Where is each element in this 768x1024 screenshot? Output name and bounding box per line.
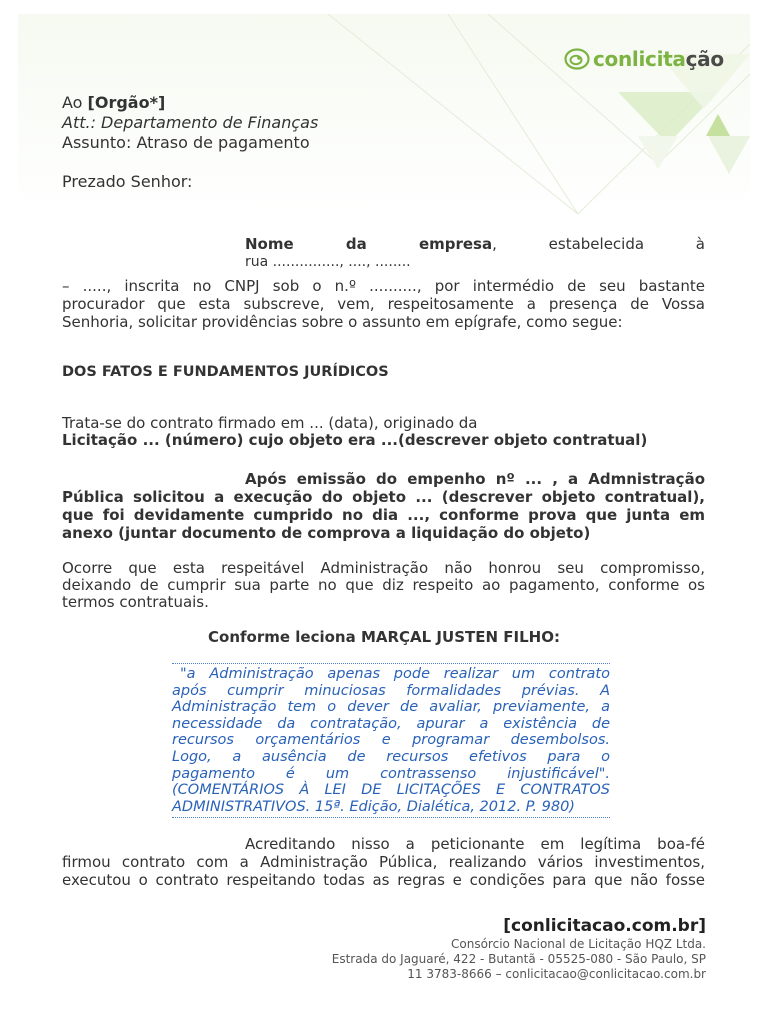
acreditando-line: Acreditando nisso a peticionante em legítima boa-fé [245,835,705,853]
recipient-line: Ao [Orgão*] [62,93,166,112]
conforme-heading: Conforme leciona MARÇAL JUSTEN FILHO: [208,628,560,646]
intro-paragraph-line: – ....., inscrita no CNPJ sob o n.º .........., por intermédio de seu bastante [62,277,705,295]
quote-box [172,663,610,818]
footer-company: Consórcio Nacional de Licitação HQZ Ltda. [451,937,706,951]
empenho-line: Após emissão do empenho nº ... , a Admnistração [245,470,705,488]
quote-text [172,666,610,815]
quote-line: "a Administração apenas pode realizar um contrato [180,666,610,682]
empenho-line: que foi devidamente cumprido no dia ..., conforme prova que junta em [62,506,705,524]
footer-contact: 11 3783-8666 – conlicitacao@conlicitacao.com.br [407,967,706,981]
document-page [18,14,750,1014]
quote-line: após cumprir minuciosas formalidades prévias. A [172,682,610,699]
intro-paragraph-line: Senhoria, solicitar providências sobre o assunto em epígrafe, como segue: [62,313,623,331]
intro-paragraph-line: procurador que esta subscreve, vem, respeitosamente a presença de Vossa [62,295,705,313]
recipient-org: [Orgão*] [87,93,166,112]
ocorre-line: termos contratuais. [62,593,209,611]
empenho-paragraph [62,470,705,542]
quote-line: Administração tem o dever de avaliar, previamente, a [172,699,610,716]
contract-line-2: Licitação ... (número) cujo objeto era ...(descrever objeto contratual) [62,431,648,449]
acreditando-line: firmou contrato com a Administração Pública, realizando vários investimentos, [62,853,705,871]
footer-site: [conlicitacao.com.br] [503,916,706,936]
logo-icon [564,46,590,72]
quote-line: necessidade da contratação, apurar a existência de [172,715,610,732]
empenho-line: Pública solicitou a execução do objeto ... (descrever objeto contratual), [62,488,705,506]
conlicitacao-logo [564,46,724,72]
section-title: DOS FATOS E FUNDAMENTOS JURÍDICOS [62,364,389,380]
attention-line: Att.: Departamento de Finanças [62,113,319,132]
ocorre-line: deixando de cumprir sua parte no que diz respeito ao pagamento, conforme os [62,576,705,594]
logo-text: conlicitação [593,47,724,71]
contract-line-1: Trata-se do contrato firmado em ... (data), originado da [62,414,478,432]
quote-line: ADMINISTRATIVOS. 15ª. Edição, Dialética, 2012. P. 980) [172,798,575,815]
ocorre-line: Ocorre que esta respeitável Administração não honrou seu compromisso, [62,559,705,577]
footer-address: Estrada do Jaguaré, 422 - Butantã - 05525-080 - São Paulo, SP [331,952,706,966]
empenho-line: anexo (juntar documento de comprova a liquidação do objeto) [62,524,591,542]
company-name-line: Nome da empresa, estabelecida à [245,235,705,253]
greeting: Prezado Senhor: [62,172,193,191]
intro-paragraph [62,277,705,331]
acreditando-line: executou o contrato respeitando todas as regras e condições para que não fosse [62,871,705,889]
quote-line: recursos orçamentários e programar desembolsos. [172,732,610,749]
quote-line: (COMENTÁRIOS À LEI DE LICITAÇÕES E CONTRATOS [172,782,610,799]
quote-line: pagamento é um contrassenso injustificável". [172,765,610,782]
ocorre-paragraph [62,560,705,611]
address-line: rua ..............., ...., ........ [245,254,411,270]
acreditando-paragraph [62,835,705,889]
subject-line: Assunto: Atraso de pagamento [62,133,310,152]
quote-line: Logo, a ausência de recursos efetivos para o [172,748,610,765]
